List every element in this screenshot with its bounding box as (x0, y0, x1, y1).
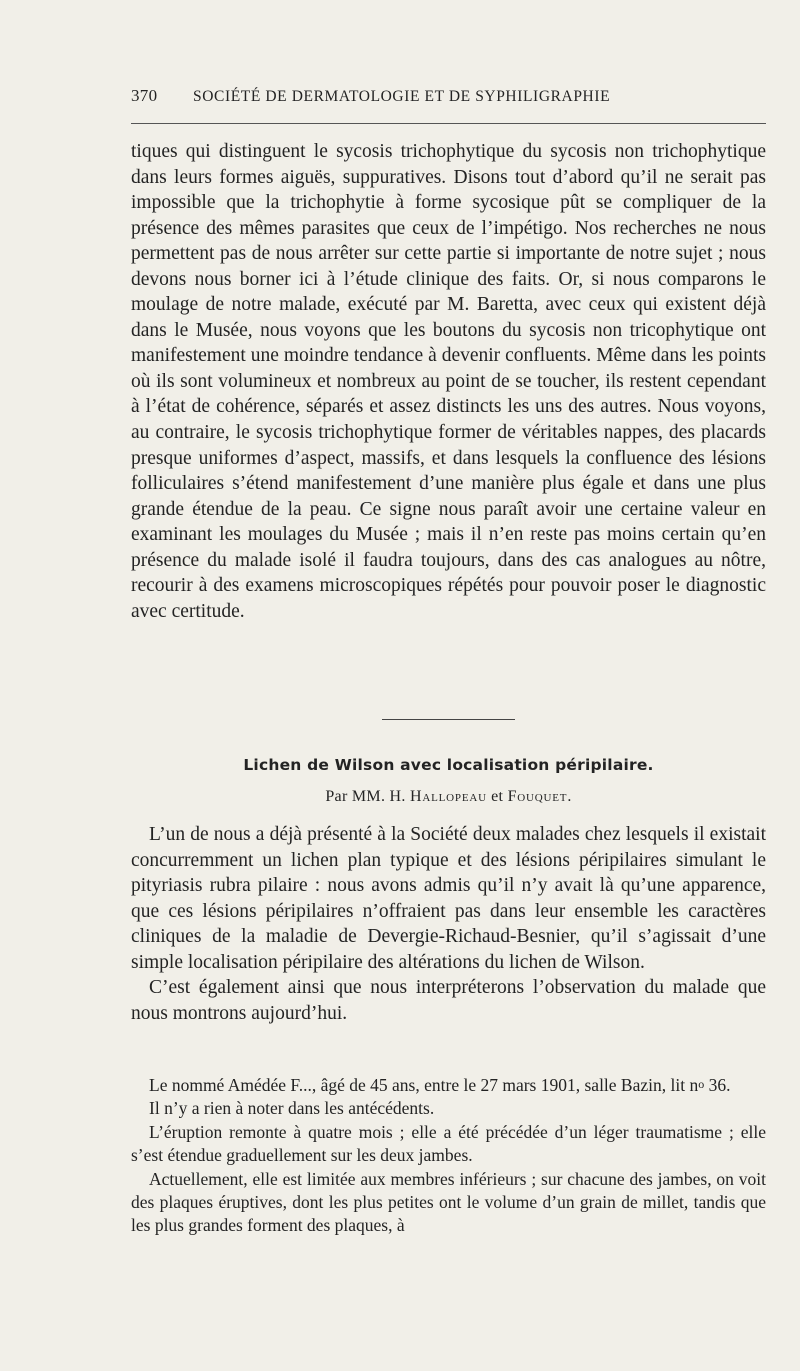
observation-paragraph-2: Il n’y a rien à noter dans les antécédents. (149, 1098, 435, 1119)
observation-paragraph-3: L’éruption remonte à quatre mois ; elle a été précédée d’un léger traumatisme ; elle s’est étendue graduellement sur les deux jambes. (131, 1121, 766, 1166)
observation-paragraph-1 (131, 1073, 766, 1097)
byline-prefix: Par MM. H. (325, 788, 406, 805)
section-divider (382, 719, 515, 720)
byline (131, 788, 766, 806)
observation-paragraph-4: Actuellement, elle est limitée aux membres inférieurs ; sur chacune des jambes, on voit des plaques éruptives, dont les plus petites ont le volume d’un grain de millet, tandis que les plus grandes forment des plaques, à (131, 1168, 766, 1236)
author-fouquet: Fouquet (507, 788, 568, 805)
continuation-paragraph: tiques qui distinguent le sycosis trichophytique du sycosis non trichophytique dans leurs formes aiguës, suppuratives. Disons tout d’abord qu’il ne serait pas impossible que la trichophytie à forme sycosique pût se compliquer de la présence des mêmes parasites que ceux de l’impétigo. Nos recherches ne nous permettent pas de nous arrêter sur cette partie si importante de notre sujet ; nous devons nous borner ici à l’étude clinique des faits. Or, si nous comparons le moulage de notre malade, exécuté par M. Baretta, avec ceux qui existent déjà dans le Musée, nous voyons que les boutons du sycosis non tricophytique ont manifestement une moindre tendance à devenir confluents. Même dans les points où ils sont volumineux et nombreux au point de se toucher, ils restent cependant à l’état de cohérence, séparés et assez distincts les uns des autres. Nous voyons, au contraire, le sycosis trichophytique former de véritables nappes, des placards presque uniformes d’aspect, massifs, et dans lesquels la confluence des lésions folliculaires s’étend manifestement d’une manière plus égale et dans une plus grande étendue de la peau. Ce signe nous paraît avoir une certaine valeur en examinant les moulages du Musée ; mais il n’en reste pas moins certain qu’en présence du malade isolé il faudra toujours, dans des cas analogues au nôtre, recourir à des examens microscopiques répétés pour pouvoir poser le diagnostic avec certitude. (131, 141, 766, 622)
header-rule (131, 123, 766, 124)
article-body (131, 822, 766, 1026)
observation-p1-text: Le nommé Amédée F..., âgé de 45 ans, entre le 27 mars 1901, salle Bazin, lit n (149, 1075, 699, 1095)
running-head (131, 86, 766, 106)
continuation-block (131, 139, 766, 624)
observation-p1-end: 36. (704, 1075, 731, 1095)
byline-end: . (567, 788, 572, 805)
article-title: Lichen de Wilson avec localisation péripilaire. (243, 756, 654, 774)
article-paragraph-2: C’est également ainsi que nous interpréterons l’observation du malade que nous montrons aujourd’hui. (131, 977, 766, 1024)
observation-block (131, 1073, 766, 1238)
page-number: 370 (131, 86, 158, 105)
running-title: SOCIÉTÉ DE DERMATOLOGIE ET DE SYPHILIGRAPHIE (193, 88, 611, 105)
numero-superscript: o (698, 1077, 705, 1091)
byline-conjunction: et (491, 788, 504, 805)
author-hallopeau: Hallopeau (410, 788, 487, 805)
article-paragraph-1: L’un de nous a déjà présenté à la Société deux malades chez lesquels il existait concurremment un lichen plan typique et des lésions péripilaires simulant le pityriasis rubra pilaire : nous avons admis qu’il n’y avait là qu’une apparence, que ces lésions péripilaires n’offraient pas dans leur ensemble les caractères cliniques de la maladie de Devergie-Richaud-Besnier, qu’il s’agissait d’une simple localisation péripilaire des altérations du lichen de Wilson. (131, 824, 766, 973)
